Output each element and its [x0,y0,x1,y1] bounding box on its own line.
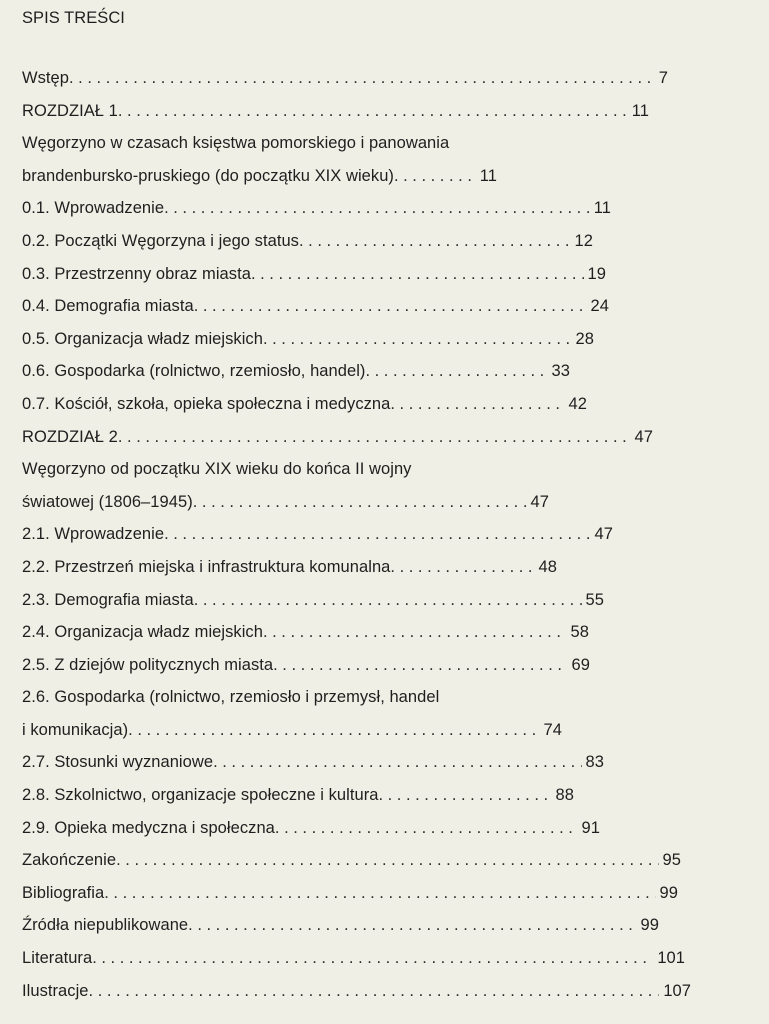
toc-entry-title: Ilustracje [22,981,89,1000]
toc-entry [22,95,649,128]
toc-leader-dots [299,225,571,258]
toc-entry-title: Węgorzyno od początku XIX wieku do końca II wojny [22,460,412,479]
toc-entry-title: 0.3. Przestrzenny obraz miasta [22,264,251,283]
toc-entry [22,681,769,714]
toc-entry [22,844,681,877]
toc-page-number: 95 [662,851,681,870]
toc-leader-dots [378,779,551,812]
toc-entry [22,62,668,95]
toc-entry-title: Wstęp [22,69,70,87]
toc-entry-title: 0.1. Wprowadzenie [22,199,165,218]
toc-leader-dots [263,323,572,356]
toc-entry-title: brandenbursko-pruskiego (do początku XIX wieku) [22,166,394,185]
toc-leader-dots [92,942,653,975]
toc-page-number: 91 [581,818,600,837]
toc-leader-dots [164,192,590,225]
toc-entry [22,160,497,193]
toc-leader-dots [394,160,476,193]
toc-leader-dots [188,909,636,942]
toc-leader-dots [118,421,631,454]
toc-entry [22,812,600,845]
toc-entry-title: 2.8. Szkolnictwo, organizacje społeczne i kultura [22,786,379,805]
toc-entry-title: 2.6. Gospodarka (rolnictwo, rzemiosło i przemysł, handel [22,688,440,707]
toc-leader-dots [194,584,582,617]
toc-page-number: 99 [640,916,659,935]
toc-page-number: 99 [659,883,678,902]
toc-entry [22,486,549,519]
toc-entry [22,779,574,812]
toc-entry-title: 2.9. Opieka medyczna i społeczna [22,818,275,837]
page-title: SPIS TREŚCI [22,9,125,27]
toc-entry-title: 0.2. Początki Węgorzyna i jego status [22,231,299,250]
toc-entry-title: Literatura [22,949,93,968]
toc-page-number: 74 [543,720,562,739]
toc-leader-dots [273,649,567,682]
toc-page-number: 12 [574,231,593,250]
toc-page-number: 33 [551,362,570,381]
toc-page-number: 11 [631,101,649,120]
toc-entry-title: Bibliografia [22,883,105,902]
toc-entry [22,942,685,975]
toc-entry-title: 2.5. Z dziejów politycznych miasta [22,655,274,674]
toc-leader-dots [275,812,578,845]
toc-page-number: 47 [530,492,549,511]
toc-entry-title: 2.2. Przestrzeń miejska i infrastruktura komunalna [22,557,391,576]
toc-entry [22,746,604,779]
toc-entry [22,584,604,617]
toc-page-number: 47 [594,525,613,544]
toc-entry [22,323,594,356]
toc-leader-dots [116,844,658,877]
toc-page-number: 69 [571,655,590,674]
toc-page-number: 88 [555,786,574,805]
toc-leader-dots [164,518,590,551]
toc-entry [22,616,589,649]
toc-entry-title: 2.7. Stosunki wyznaniowe [22,753,214,772]
toc-entry-title: 0.5. Organizacja władz miejskich [22,329,263,348]
toc-leader-dots [194,290,587,323]
toc-leader-dots [365,355,547,388]
toc-page-number: 42 [568,394,587,413]
toc-page-number: 28 [575,329,594,348]
toc-leader-dots [118,95,628,128]
toc-entry-title: 2.3. Demografia miasta [22,590,194,609]
toc-page-number: 58 [570,623,589,642]
toc-leader-dots [128,714,539,747]
toc-entry [22,877,678,910]
toc-entry-title: 0.6. Gospodarka (rolnictwo, rzemiosło, handel) [22,362,366,381]
toc-page-number: 47 [634,427,653,446]
toc-leader-dots [89,975,660,1008]
toc-entry [22,355,570,388]
toc-entry-title: Zakończenie [22,851,117,870]
toc-entry [22,453,769,486]
toc-entry-title: światowej (1806–1945) [22,492,193,511]
toc-page-number: 55 [585,590,604,609]
toc-entry [22,518,613,551]
toc-entry-title: 2.1. Wprowadzenie [22,525,165,544]
toc-entry [22,551,557,584]
table-of-contents [22,62,769,1007]
toc-page-number: 11 [479,166,497,185]
toc-leader-dots [213,746,581,779]
toc-page-number: 7 [658,69,668,87]
toc-page-number: 83 [585,753,604,772]
toc-entry [22,192,611,225]
toc-entry-title: Węgorzyno w czasach księstwa pomorskiego i panowania [22,134,450,153]
toc-entry [22,290,609,323]
toc-leader-dots [390,388,564,421]
toc-leader-dots [263,616,567,649]
toc-page-number: 24 [590,297,609,316]
toc-entry-title: 0.7. Kościół, szkoła, opieka społeczna i medyczna [22,394,391,413]
toc-entry [22,225,593,258]
toc-page-number: 107 [663,981,691,1000]
toc-entry [22,421,653,454]
toc-entry-title: 0.4. Demografia miasta [22,297,194,316]
toc-entry [22,975,691,1008]
toc-entry-title: ROZDZIAŁ 2 [22,427,118,446]
toc-entry [22,909,659,942]
toc-entry-title: ROZDZIAŁ 1 [22,101,118,120]
toc-entry-title: i komunikacja) [22,720,129,739]
toc-leader-dots [193,486,527,519]
toc-entry [22,388,587,421]
toc-entry-title: 2.4. Organizacja władz miejskich [22,623,263,642]
toc-entry [22,127,769,160]
toc-page-number: 11 [593,199,611,218]
toc-leader-dots [69,62,655,95]
toc-leader-dots [104,877,655,910]
toc-leader-dots [390,551,534,584]
toc-entry [22,258,606,291]
toc-page-number: 19 [587,264,606,283]
toc-leader-dots [251,258,584,291]
toc-entry [22,714,562,747]
toc-page-number: 48 [538,557,557,576]
toc-entry [22,649,590,682]
toc-page-number: 101 [657,949,685,968]
toc-entry-title: Źródła niepublikowane [22,916,189,935]
